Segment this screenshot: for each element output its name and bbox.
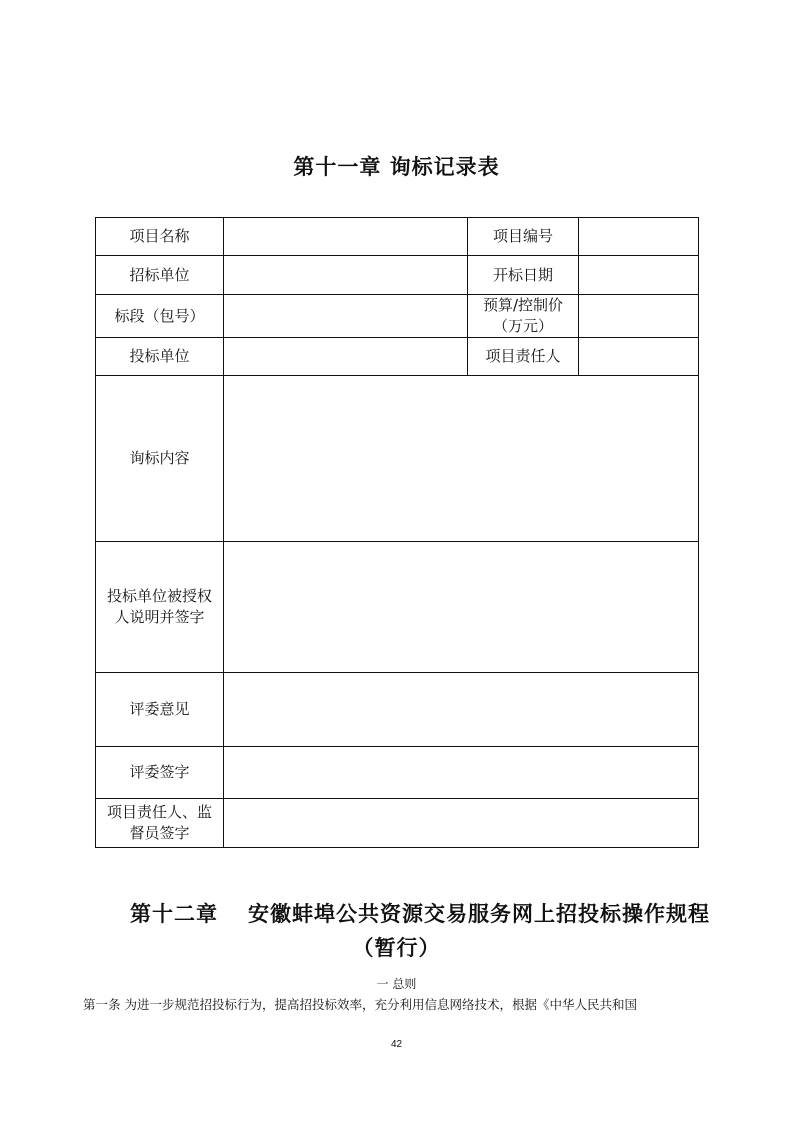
project-no-field[interactable] [579, 218, 699, 256]
budget-label-line2: （万元） [492, 317, 553, 335]
committee-opinion-label: 评委意见 [96, 673, 224, 747]
table-row [96, 256, 699, 295]
committee-opinion-field[interactable] [224, 673, 699, 747]
project-name-field[interactable] [224, 218, 468, 256]
chapter-12-title-text: 安徽蚌埠公共资源交易服务网上招投标操作规程 [248, 902, 710, 926]
budget-label-line1: 预算/控制价 [482, 296, 564, 314]
chapter-11-title: 第十一章 询标记录表 [293, 155, 500, 179]
page-number: 42 [390, 1039, 403, 1050]
section-heading: 一 总则 [376, 977, 417, 991]
open-date-field[interactable] [579, 256, 699, 295]
inquiry-content-field[interactable] [224, 376, 699, 542]
chapter-12-title [130, 898, 710, 928]
table-row [96, 542, 699, 673]
project-lead-label: 项目责任人 [468, 338, 579, 376]
table-row [96, 218, 699, 256]
section-field[interactable] [224, 295, 468, 338]
committee-sign-field[interactable] [224, 747, 699, 799]
bidder-label: 投标单位 [96, 338, 224, 376]
table-row [96, 799, 699, 848]
tender-unit-label: 招标单位 [96, 256, 224, 295]
table-row [96, 295, 699, 338]
section-label: 标段（包号） [96, 295, 224, 338]
table-row [96, 338, 699, 376]
inquiry-content-label: 询标内容 [96, 376, 224, 542]
lead-supervisor-label: 项目责任人、监督员签字 [96, 799, 224, 848]
tender-unit-field[interactable] [224, 256, 468, 295]
bidder-rep-field[interactable] [224, 542, 699, 673]
budget-field[interactable] [579, 295, 699, 338]
bidder-rep-label: 投标单位被授权人说明并签字 [96, 542, 224, 673]
chapter-12-subtitle: （暂行） [352, 936, 441, 960]
committee-sign-label: 评委签字 [96, 747, 224, 799]
lead-supervisor-field[interactable] [224, 799, 699, 848]
budget-label [468, 295, 579, 338]
open-date-label: 开标日期 [468, 256, 579, 295]
table-row [96, 673, 699, 747]
table-row [96, 747, 699, 799]
project-no-label: 项目编号 [468, 218, 579, 256]
paragraph: 第一条 为进一步规范招投标行为，提高招投标效率，充分利用信息网络技术，根据《中华人民共和国 [83, 997, 637, 1012]
inquiry-record-table [95, 217, 699, 848]
project-lead-field[interactable] [579, 338, 699, 376]
project-name-label: 项目名称 [96, 218, 224, 256]
bidder-field[interactable] [224, 338, 468, 376]
chapter-12-number: 第十二章 [130, 902, 218, 926]
table-row [96, 376, 699, 542]
